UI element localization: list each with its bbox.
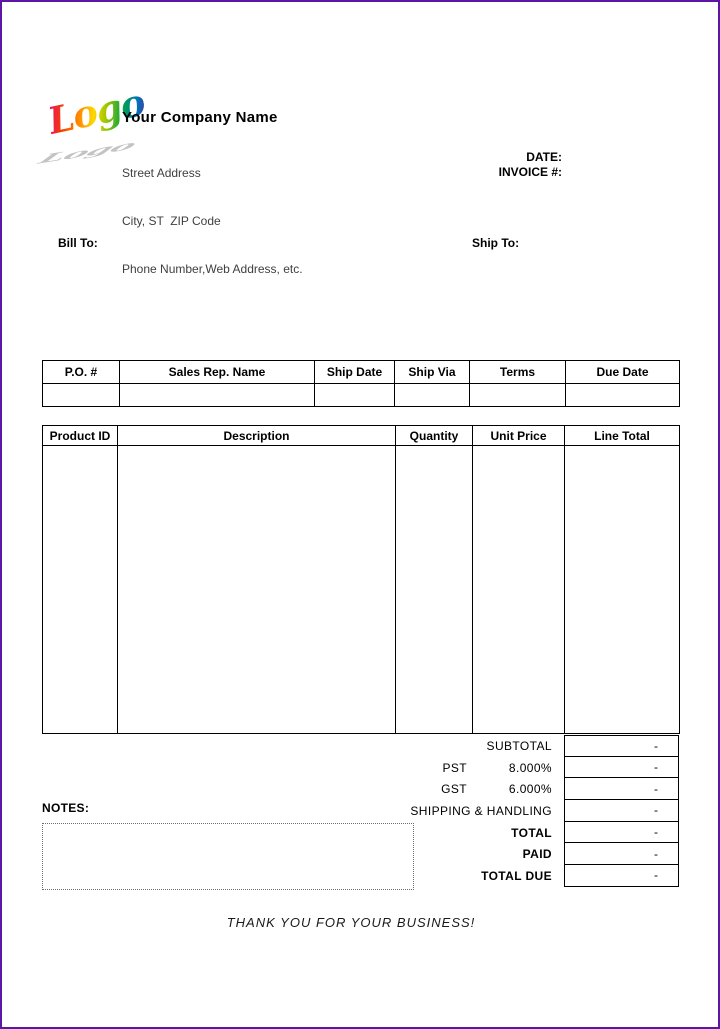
col-header-po: P.O. # [43,361,120,384]
paid-value-cell[interactable] [564,843,679,865]
notes-input-box[interactable] [42,823,414,890]
subtotal-row-label [152,735,552,757]
address-line-city: City, ST ZIP Code [122,214,221,228]
pst-value-cell [564,757,679,779]
logo-reflection-graphic: Logo [34,137,142,167]
order-info-header-row [43,361,680,384]
pst-label: PST [442,760,467,775]
terms-cell[interactable] [470,384,566,407]
shipping-value-cell[interactable] [564,800,679,822]
total-due-value: - [654,868,658,883]
shipping-value: - [654,803,658,818]
col-header-quantity: Quantity [396,426,473,446]
col-header-ship-via: Ship Via [395,361,470,384]
items-body-row [43,446,680,734]
line-items-table [42,425,680,734]
date-label: DATE: [526,150,562,164]
col-header-sales-rep: Sales Rep. Name [120,361,315,384]
col-header-product-id: Product ID [43,426,118,446]
col-header-ship-date: Ship Date [315,361,395,384]
company-name: Your Company Name [122,109,278,126]
line-total-column-cell[interactable] [565,446,680,734]
order-info-input-row [43,384,680,407]
paid-label: PAID [522,847,552,862]
gst-rate: 6.000% [508,782,552,797]
pst-value: - [654,760,658,775]
col-header-terms: Terms [470,361,566,384]
total-due-value-cell [564,865,679,887]
ship-to-label: Ship To: [472,236,520,250]
col-header-line-total: Line Total [565,426,680,446]
subtotal-value-cell [564,735,679,757]
shipping-handling-label: SHIPPING & HANDLING [410,803,552,818]
total-value-cell [564,822,679,844]
totals-value-column [564,735,679,887]
shipping-row-label [152,800,552,822]
po-number-cell[interactable] [43,384,120,407]
gst-label: GST [441,782,467,797]
gst-value: - [654,781,658,796]
total-label: TOTAL [511,825,552,840]
pst-rate: 8.000% [508,760,552,775]
col-header-unit-price: Unit Price [473,426,565,446]
total-value: - [654,825,658,840]
ship-via-cell[interactable] [395,384,470,407]
subtotal-value: - [654,738,658,753]
bill-to-label: Bill To: [58,236,98,250]
company-address [122,133,303,309]
notes-label: NOTES: [42,801,90,815]
paid-value: - [654,846,658,861]
ship-date-cell[interactable] [315,384,395,407]
col-header-due-date: Due Date [566,361,680,384]
thank-you-message: THANK YOU FOR YOUR BUSINESS! [226,915,476,930]
invoice-meta [362,150,562,180]
logo-rainbow-text: Logo [44,79,149,144]
invoice-number-label: INVOICE #: [498,165,562,179]
description-column-cell[interactable] [118,446,396,734]
address-line-phone: Phone Number,Web Address, etc. [122,262,303,276]
quantity-column-cell[interactable] [396,446,473,734]
gst-row-label [152,778,552,800]
col-header-description: Description [118,426,396,446]
items-header-row [43,426,680,446]
subtotal-label: SUBTOTAL [486,738,552,753]
pst-row-label [152,757,552,779]
order-info-table [42,360,680,407]
address-line-street: Street Address [122,166,201,180]
due-date-cell[interactable] [566,384,680,407]
unit-price-column-cell[interactable] [473,446,565,734]
total-due-label: TOTAL DUE [481,868,552,883]
sales-rep-cell[interactable] [120,384,315,407]
gst-value-cell [564,778,679,800]
product-id-column-cell[interactable] [43,446,118,734]
